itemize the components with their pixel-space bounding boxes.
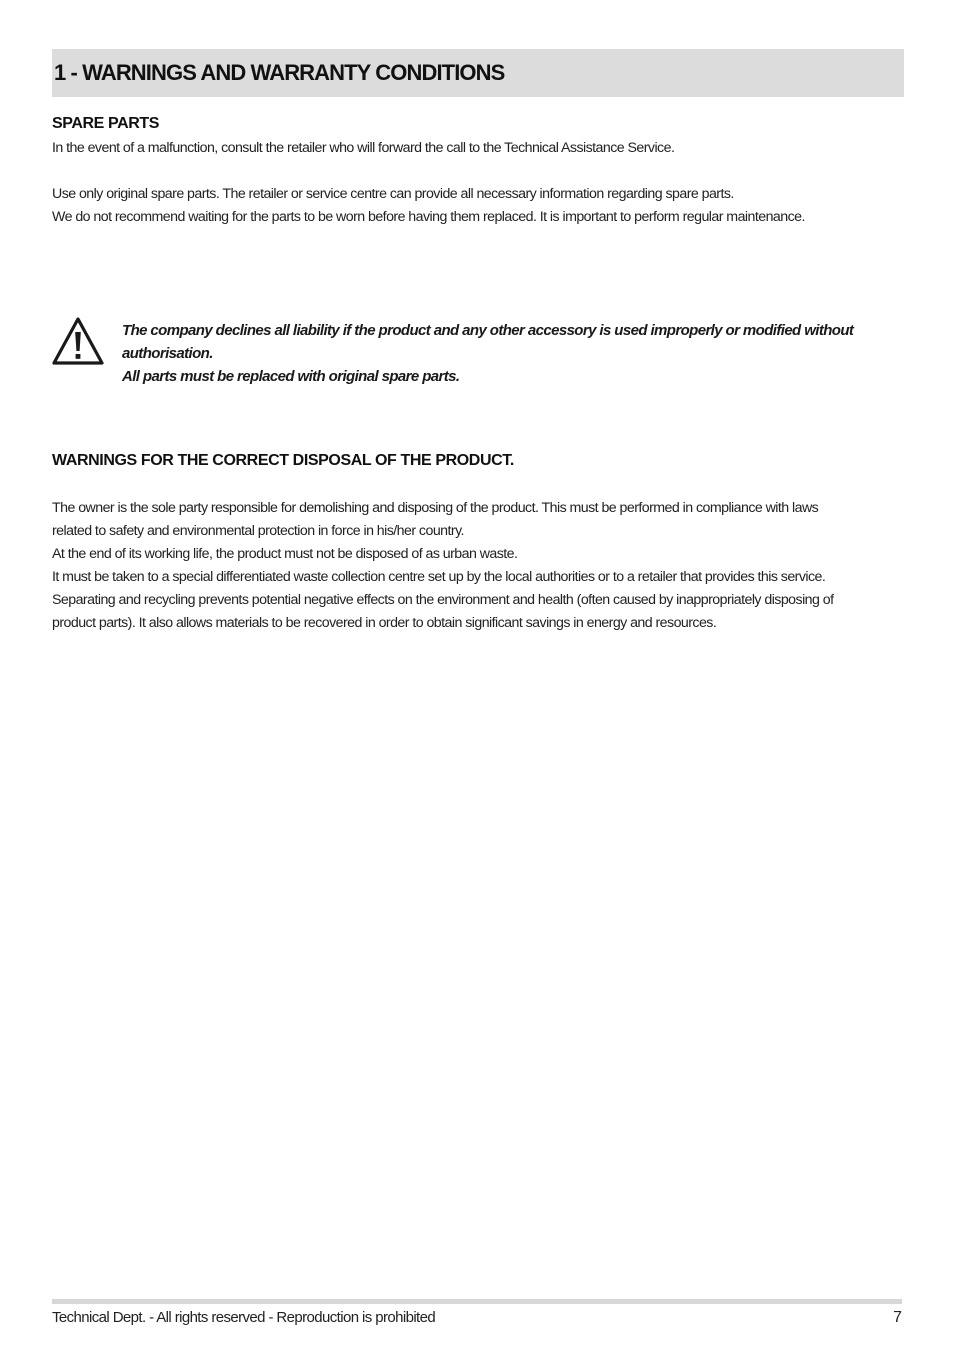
page-number: 7 bbox=[893, 1309, 902, 1326]
text-line: It must be taken to a special differentiated waste collection centre set up by the local authorities or to a retailer that provides this service. bbox=[52, 569, 826, 585]
text-line: product parts). It also allows materials to be recovered in order to obtain significant savings in energy and resources. bbox=[52, 615, 717, 631]
text-line: In the event of a malfunction, consult the retailer who will forward the call to the Technical Assistance Service. bbox=[52, 140, 675, 156]
section-header bbox=[52, 49, 904, 97]
warning-line: The company declines all liability if the product and any other accessory is used improperly or modified without bbox=[122, 322, 854, 339]
text-line: related to safety and environmental protection in force in his/her country. bbox=[52, 523, 464, 539]
spare-parts-paragraph-2 bbox=[52, 183, 908, 229]
disposal-paragraph bbox=[52, 497, 908, 635]
warning-note bbox=[122, 319, 908, 388]
footer-copyright: Technical Dept. - All rights reserved - Reproduction is prohibited bbox=[52, 1309, 436, 1326]
text-line: We do not recommend waiting for the parts to be worn before having them replaced. It is important to perform regular maintenance. bbox=[52, 209, 805, 225]
warning-triangle-icon bbox=[51, 316, 105, 366]
disposal-heading: WARNINGS FOR THE CORRECT DISPOSAL OF THE PRODUCT. bbox=[52, 452, 514, 469]
footer-divider bbox=[52, 1299, 902, 1304]
text-line: At the end of its working life, the product must not be disposed of as urban waste. bbox=[52, 546, 518, 562]
spare-parts-paragraph-1 bbox=[52, 137, 908, 160]
page-title: 1 - WARNINGS AND WARRANTY CONDITIONS bbox=[54, 60, 505, 85]
spare-parts-heading: SPARE PARTS bbox=[52, 115, 160, 132]
text-line: Separating and recycling prevents potential negative effects on the environment and health (often caused by inappropriately disposing of bbox=[52, 592, 834, 608]
warning-line: All parts must be replaced with original spare parts. bbox=[122, 368, 460, 385]
text-line: The owner is the sole party responsible for demolishing and disposing of the product. This must be performed in compliance with laws bbox=[52, 500, 819, 516]
text-line: Use only original spare parts. The retailer or service centre can provide all necessary information regarding spare parts. bbox=[52, 186, 734, 202]
warning-line: authorisation. bbox=[122, 345, 213, 362]
